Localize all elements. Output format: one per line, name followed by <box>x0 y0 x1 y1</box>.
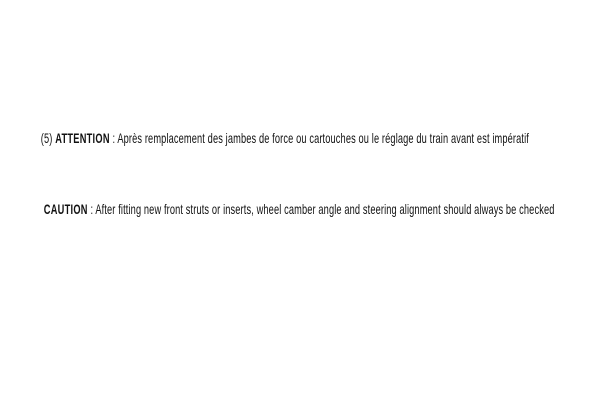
note-label-attention: ATTENTION <box>55 130 110 146</box>
attention-note-french <box>30 108 529 168</box>
note-separator: : <box>109 130 118 146</box>
note-separator: : <box>87 201 96 217</box>
caution-note-english <box>33 179 555 239</box>
note-text-french: Après remplacement des jambes de force ou cartouches ou le réglage du train avant est impératif <box>117 130 529 146</box>
note-label-caution: CAUTION <box>43 201 88 217</box>
note-number: (5) <box>40 130 56 146</box>
note-text-english: After fitting new front struts or inserts, wheel camber angle and steering alignment should always be checked <box>95 201 555 217</box>
